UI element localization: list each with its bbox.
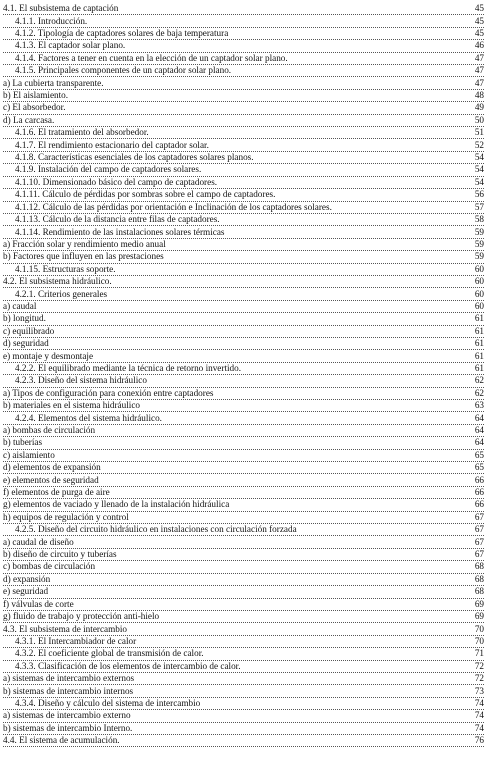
toc-entry bbox=[3, 487, 484, 499]
toc-entry bbox=[3, 611, 484, 623]
toc-entry-page: 46 bbox=[474, 40, 484, 51]
toc-entry-title: c) equilibrado bbox=[3, 326, 55, 336]
toc-entry bbox=[3, 3, 484, 15]
toc-entry bbox=[3, 77, 484, 89]
toc-entry bbox=[3, 586, 484, 598]
toc-entry-title: a) La cubierta transparente. bbox=[3, 78, 104, 88]
toc-entry-page: 60 bbox=[474, 288, 484, 299]
toc-entry-title: e) montaje y desmontaje bbox=[3, 351, 94, 361]
toc-entry bbox=[3, 139, 484, 151]
toc-entry-page: 61 bbox=[474, 362, 484, 373]
toc-entry bbox=[3, 536, 484, 548]
toc-entry-title: a) sistemas de intercambio externos bbox=[3, 674, 135, 684]
toc-entry-title: b) diseño de circuito y tuberías bbox=[3, 550, 117, 560]
toc-entry-page: 50 bbox=[474, 114, 484, 125]
toc-entry-page: 63 bbox=[474, 400, 484, 411]
toc-entry-page: 65 bbox=[474, 449, 484, 460]
toc-entry bbox=[3, 189, 484, 201]
toc-entry-title: 4.4. El sistema de acumulación. bbox=[3, 736, 120, 746]
toc-entry-title: e) seguridad bbox=[3, 587, 49, 597]
toc-entry-title: 4.1.14. Rendimiento de las instalaciones solares térmicas bbox=[15, 227, 225, 237]
toc-entry-title: c) aislamiento bbox=[3, 450, 55, 460]
toc-entry-title: b) tuberías bbox=[3, 438, 43, 448]
toc-entry-title: d) La carcasa. bbox=[3, 115, 55, 125]
toc-entry-page: 69 bbox=[474, 598, 484, 609]
toc-entry-title: 4.1.9. Instalación del campo de captadores solares. bbox=[15, 165, 202, 175]
toc-entry-title: a) sistemas de intercambio externo bbox=[3, 711, 131, 721]
toc-entry-page: 68 bbox=[474, 586, 484, 597]
toc-entry bbox=[3, 462, 484, 474]
toc-entry bbox=[3, 549, 484, 561]
toc-entry bbox=[3, 350, 484, 362]
toc-entry-title: f) elementos de purga de aire bbox=[3, 488, 110, 498]
toc-entry-page: 74 bbox=[474, 722, 484, 733]
toc-entry-page: 64 bbox=[474, 412, 484, 423]
toc-entry-page: 60 bbox=[474, 276, 484, 287]
toc-entry-page: 45 bbox=[474, 3, 484, 14]
toc-entry bbox=[3, 177, 484, 189]
toc-entry-title: 4.1.6. El tratamiento del absorbedor. bbox=[15, 128, 149, 138]
toc-entry-title: 4.1. El subsistema de captación bbox=[3, 4, 119, 14]
toc-entry bbox=[3, 239, 484, 251]
toc-entry bbox=[3, 313, 484, 325]
toc-entry bbox=[3, 152, 484, 164]
toc-entry bbox=[3, 623, 484, 635]
toc-entry-title: g) elementos de vaciado y llenado de la instalación hidráulica bbox=[3, 500, 230, 510]
toc-entry-page: 66 bbox=[474, 474, 484, 485]
toc-entry-page: 45 bbox=[474, 15, 484, 26]
toc-entry-title: d) expansión bbox=[3, 574, 51, 584]
toc-entry-title: c) bombas de circulación bbox=[3, 562, 96, 572]
toc-entry bbox=[3, 363, 484, 375]
toc-entry-title: c) El absorbedor. bbox=[3, 103, 66, 113]
toc-entry-page: 54 bbox=[474, 164, 484, 175]
toc-entry bbox=[3, 474, 484, 486]
toc-entry bbox=[3, 301, 484, 313]
toc-entry bbox=[3, 15, 484, 27]
toc-entry-title: 4.1.4. Factores a tener en cuenta en la elección de un captador solar plano. bbox=[15, 53, 288, 63]
toc-entry bbox=[3, 214, 484, 226]
toc-entry-title: 4.3.3. Clasificación de los elementos de intercambio de calor. bbox=[15, 661, 241, 671]
toc-entry-page: 72 bbox=[474, 660, 484, 671]
toc-entry-page: 52 bbox=[474, 139, 484, 150]
toc-entry-title: 4.1.12. Cálculo de las pérdidas por orientación e Inclinación de los captadores solares. bbox=[15, 202, 332, 212]
toc-entry bbox=[3, 735, 484, 747]
toc-entry-title: 4.1.1. Introducción. bbox=[15, 16, 88, 26]
toc-entry-title: b) Factores que influyen en las prestaciones bbox=[3, 252, 164, 262]
toc-entry bbox=[3, 202, 484, 214]
toc-entry-page: 66 bbox=[474, 499, 484, 510]
toc-entry-title: 4.1.15. Estructuras soporte. bbox=[15, 264, 116, 274]
toc-entry-page: 59 bbox=[474, 226, 484, 237]
toc-entry-title: a) Fracción solar y rendimiento medio anual bbox=[3, 239, 166, 249]
toc-entry-title: g) fluido de trabajo y protección anti-hielo bbox=[3, 612, 160, 622]
toc-entry-page: 72 bbox=[474, 673, 484, 684]
toc-entry-page: 64 bbox=[474, 425, 484, 436]
toc-entry bbox=[3, 673, 484, 685]
toc-entry-page: 62 bbox=[474, 375, 484, 386]
toc-entry-page: 71 bbox=[474, 648, 484, 659]
toc-entry bbox=[3, 388, 484, 400]
toc-entry-title: 4.2.4. Elementos del sistema hidráulico. bbox=[15, 413, 162, 423]
toc-entry-page: 73 bbox=[474, 685, 484, 696]
toc-entry-page: 51 bbox=[474, 127, 484, 138]
toc-entry-title: 4.2.3. Diseño del sistema hidráulico bbox=[15, 376, 147, 386]
toc-entry bbox=[3, 53, 484, 65]
toc-entry-title: b) materiales en el sistema hidráulico bbox=[3, 401, 140, 411]
toc-entry-page: 70 bbox=[474, 635, 484, 646]
toc-entry-page: 68 bbox=[474, 573, 484, 584]
toc-entry-title: b) sistemas de intercambio internos bbox=[3, 686, 134, 696]
toc-entry-title: e) elementos de seguridad bbox=[3, 475, 99, 485]
table-of-contents bbox=[3, 3, 484, 747]
toc-entry-page: 61 bbox=[474, 338, 484, 349]
toc-entry-title: a) bombas de circulación bbox=[3, 426, 96, 436]
toc-entry-page: 60 bbox=[474, 300, 484, 311]
toc-entry bbox=[3, 661, 484, 673]
toc-entry-page: 67 bbox=[474, 511, 484, 522]
toc-entry-title: 4.2. El subsistema hidráulico. bbox=[3, 277, 112, 287]
toc-entry-title: 4.2.5. Diseño del circuito hidráulico en instalaciones con circulación forzada bbox=[15, 525, 297, 535]
toc-entry-page: 60 bbox=[474, 263, 484, 274]
toc-entry-page: 62 bbox=[474, 387, 484, 398]
toc-entry bbox=[3, 599, 484, 611]
toc-entry bbox=[3, 251, 484, 263]
toc-entry-title: b) El aislamiento. bbox=[3, 91, 69, 101]
toc-entry-page: 66 bbox=[474, 487, 484, 498]
toc-entry-page: 74 bbox=[474, 710, 484, 721]
toc-entry-page: 47 bbox=[474, 77, 484, 88]
toc-entry bbox=[3, 412, 484, 424]
toc-entry-page: 57 bbox=[474, 201, 484, 212]
toc-entry-page: 56 bbox=[474, 189, 484, 200]
toc-entry bbox=[3, 524, 484, 536]
toc-entry-page: 47 bbox=[474, 65, 484, 76]
toc-entry-page: 61 bbox=[474, 350, 484, 361]
toc-entry-title: h) equipos de regulación y control bbox=[3, 512, 129, 522]
toc-entry-page: 70 bbox=[474, 623, 484, 634]
toc-entry bbox=[3, 574, 484, 586]
toc-entry bbox=[3, 425, 484, 437]
toc-entry bbox=[3, 437, 484, 449]
toc-entry bbox=[3, 115, 484, 127]
toc-entry-title: 4.3.1. El Intercambiador de calor bbox=[15, 636, 137, 646]
toc-entry bbox=[3, 723, 484, 735]
toc-entry-page: 65 bbox=[474, 462, 484, 473]
toc-entry bbox=[3, 326, 484, 338]
toc-entry-title: d) seguridad bbox=[3, 339, 49, 349]
toc-entry bbox=[3, 102, 484, 114]
toc-entry-page: 54 bbox=[474, 152, 484, 163]
toc-entry bbox=[3, 499, 484, 511]
toc-entry-page: 74 bbox=[474, 697, 484, 708]
toc-entry-title: 4.2.2. El equilibrado mediante la técnica de retorno invertido. bbox=[15, 363, 242, 373]
toc-entry-title: b) sistemas de intercambio Interno. bbox=[3, 723, 133, 733]
toc-entry-page: 69 bbox=[474, 611, 484, 622]
toc-entry bbox=[3, 264, 484, 276]
toc-entry-title: 4.1.7. El rendimiento estacionario del captador solar. bbox=[15, 140, 209, 150]
toc-entry-page: 47 bbox=[474, 52, 484, 63]
toc-entry-title: 4.1.8. Características esenciales de los captadores solares planos. bbox=[15, 153, 254, 163]
toc-entry-page: 67 bbox=[474, 524, 484, 535]
toc-entry-title: 4.3.2. El coeficiente global de transmisión de calor. bbox=[15, 649, 204, 659]
toc-entry-title: 4.1.11. Cálculo de pérdidas por sombras sobre el campo de captadores. bbox=[15, 190, 276, 200]
toc-entry bbox=[3, 127, 484, 139]
toc-entry-page: 48 bbox=[474, 90, 484, 101]
toc-entry bbox=[3, 648, 484, 660]
toc-entry-title: 4.1.3. El captador solar plano. bbox=[15, 41, 126, 51]
toc-entry bbox=[3, 276, 484, 288]
toc-entry-page: 54 bbox=[474, 176, 484, 187]
toc-entry bbox=[3, 28, 484, 40]
toc-entry-title: b) longitud. bbox=[3, 314, 46, 324]
toc-entry bbox=[3, 65, 484, 77]
toc-entry bbox=[3, 288, 484, 300]
toc-entry-title: d) elementos de expansión bbox=[3, 463, 101, 473]
toc-entry bbox=[3, 226, 484, 238]
toc-entry-page: 76 bbox=[474, 735, 484, 746]
toc-entry-title: a) caudal de diseño bbox=[3, 537, 74, 547]
toc-entry-page: 64 bbox=[474, 437, 484, 448]
toc-entry bbox=[3, 90, 484, 102]
toc-entry-page: 61 bbox=[474, 325, 484, 336]
toc-entry bbox=[3, 512, 484, 524]
toc-entry bbox=[3, 698, 484, 710]
toc-entry bbox=[3, 636, 484, 648]
toc-entry-page: 59 bbox=[474, 251, 484, 262]
toc-entry bbox=[3, 450, 484, 462]
toc-entry-title: 4.3. El subsistema de intercambio bbox=[3, 624, 128, 634]
toc-entry-page: 58 bbox=[474, 214, 484, 225]
toc-entry-title: a) Tipos de configuración para conexión entre captadores bbox=[3, 388, 214, 398]
toc-entry bbox=[3, 375, 484, 387]
toc-entry-title: a) caudal bbox=[3, 301, 37, 311]
toc-entry-title: 4.1.13. Cálculo de la distancia entre filas de captadores. bbox=[15, 215, 220, 225]
toc-entry-page: 59 bbox=[474, 238, 484, 249]
toc-entry bbox=[3, 164, 484, 176]
toc-entry-title: 4.2.1. Criterios generales bbox=[15, 289, 108, 299]
toc-entry-title: 4.3.4. Diseño y cálculo del sistema de intercambio bbox=[15, 698, 201, 708]
toc-entry-page: 67 bbox=[474, 549, 484, 560]
toc-entry bbox=[3, 40, 484, 52]
toc-entry-page: 45 bbox=[474, 28, 484, 39]
toc-entry bbox=[3, 338, 484, 350]
toc-entry-page: 68 bbox=[474, 561, 484, 572]
toc-entry bbox=[3, 710, 484, 722]
toc-entry-title: 4.1.10. Dimensionado básico del campo de captadores. bbox=[15, 177, 218, 187]
toc-entry-page: 61 bbox=[474, 313, 484, 324]
toc-entry-title: f) válvulas de corte bbox=[3, 599, 74, 609]
toc-entry-page: 67 bbox=[474, 536, 484, 547]
toc-entry bbox=[3, 561, 484, 573]
toc-entry-title: 4.1.5. Principales componentes de un captador solar plano. bbox=[15, 66, 232, 76]
toc-entry bbox=[3, 400, 484, 412]
toc-entry bbox=[3, 685, 484, 697]
toc-entry-title: 4.1.2. Tipología de captadores solares de baja temperatura bbox=[15, 29, 229, 39]
toc-entry-page: 49 bbox=[474, 102, 484, 113]
